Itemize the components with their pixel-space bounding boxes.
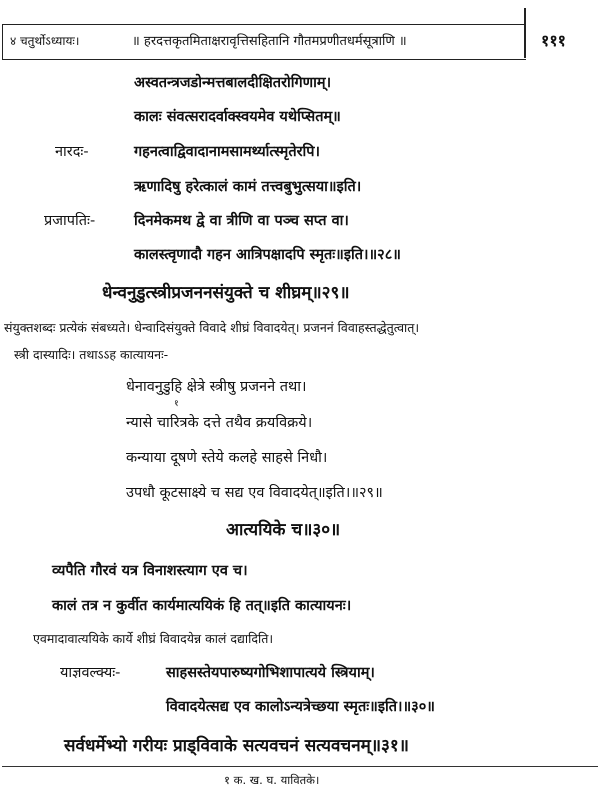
verse-line: ऋणादिषु हरेत्कालं कामं तत्त्वबुभुत्सया॥इति। [134, 179, 362, 195]
commentary-line: संयुक्तशब्दः प्रत्येकं संबध्यते। धेन्वादिसंयुक्ते विवादे शीघ्रं विवादयेत्। प्रजननं विवाहस्तद्धेतुत्वात्। [4, 320, 420, 335]
verse-line: धेनावनुडुहि क्षेत्रे स्त्रीषु प्रजनने तथा। [126, 379, 307, 395]
commentary-line: स्त्री दास्यादिः। तथाऽऽह कात्यायनः- [14, 347, 169, 362]
speaker-prajapati: प्रजापतिः- [44, 213, 96, 229]
verse-line: व्यपैति गौरवं यत्र विनाशस्त्याग एव च। [52, 563, 248, 579]
commentary-line: एवमादावात्ययिके कार्ये शीघ्रं विवादयेन्न कालं दद्यादिति। [33, 631, 274, 646]
verse-line: कालं तत्र न कुर्वीत कार्यमात्ययिकं हि तत्॥इति कात्यायनः। [52, 598, 352, 614]
speaker-narada: नारदः- [55, 144, 89, 160]
speaker-yajnavalkya: याज्ञवल्क्यः- [60, 665, 121, 681]
footnote: १ क. ख. घ. यावितके। [224, 773, 320, 787]
header-divider [524, 8, 526, 58]
running-title: ॥ हरदत्तकृतमिताक्षरावृत्तिसहितानि गौतमप्रणीतधर्मसूत्राणि ॥ [132, 34, 407, 49]
footnote-rule [2, 766, 598, 767]
sutra-29: धेन्वनुडुत्स्त्रीप्रजननसंयुक्ते च शीघ्रम्॥२९॥ [102, 283, 350, 303]
verse-line: दिनमेकमथ द्वे वा त्रीणि वा पञ्च सप्त वा। [134, 213, 349, 229]
verse-line: विवादयेत्सद्य एव कालोऽन्यत्रेच्छया स्मृतः॥इति।॥३०॥ [166, 699, 435, 715]
verse-line: साहसस्तेयपारुष्यगोभिशापात्यये स्त्रियाम्। [166, 665, 375, 681]
verse-line: कन्याया दूषणे स्तेये कलहे साहसे निधौ। [126, 450, 328, 466]
verse-line: अस्वतन्त्रजडोन्मत्तबालदीक्षितरोगिणाम्। [134, 75, 332, 91]
sutra-31: सर्वधर्मेभ्यो गरीयः प्राड्विवाके सत्यवचनं सत्यवचनम्॥३१॥ [64, 736, 409, 756]
chapter-label: ४ चतुर्थोऽध्यायः। [10, 34, 80, 48]
sutra-30: आत्ययिके च॥३०॥ [226, 520, 341, 540]
verse-line: न्यासे चारित्रके दत्ते तथैव क्रयविक्रये। [126, 415, 313, 431]
verse-line: उपधौ कूटसाक्ष्ये च सद्य एव विवादयेत्॥इति।॥२९॥ [126, 485, 383, 501]
verse-line: गहनत्वाद्विवादानामसामर्थ्यात्स्मृतेरपि। [134, 144, 321, 160]
verse-line: कालः संवत्सरादर्वाक्स्वयमेव यथेप्सितम्॥ [134, 109, 341, 125]
page-number: १११ [541, 31, 566, 50]
footnote-marker: १ [174, 399, 179, 409]
verse-line: कालस्त्वृणादौ गहन आत्रिपक्षादपि स्मृतः॥इति।॥२८॥ [134, 247, 401, 263]
